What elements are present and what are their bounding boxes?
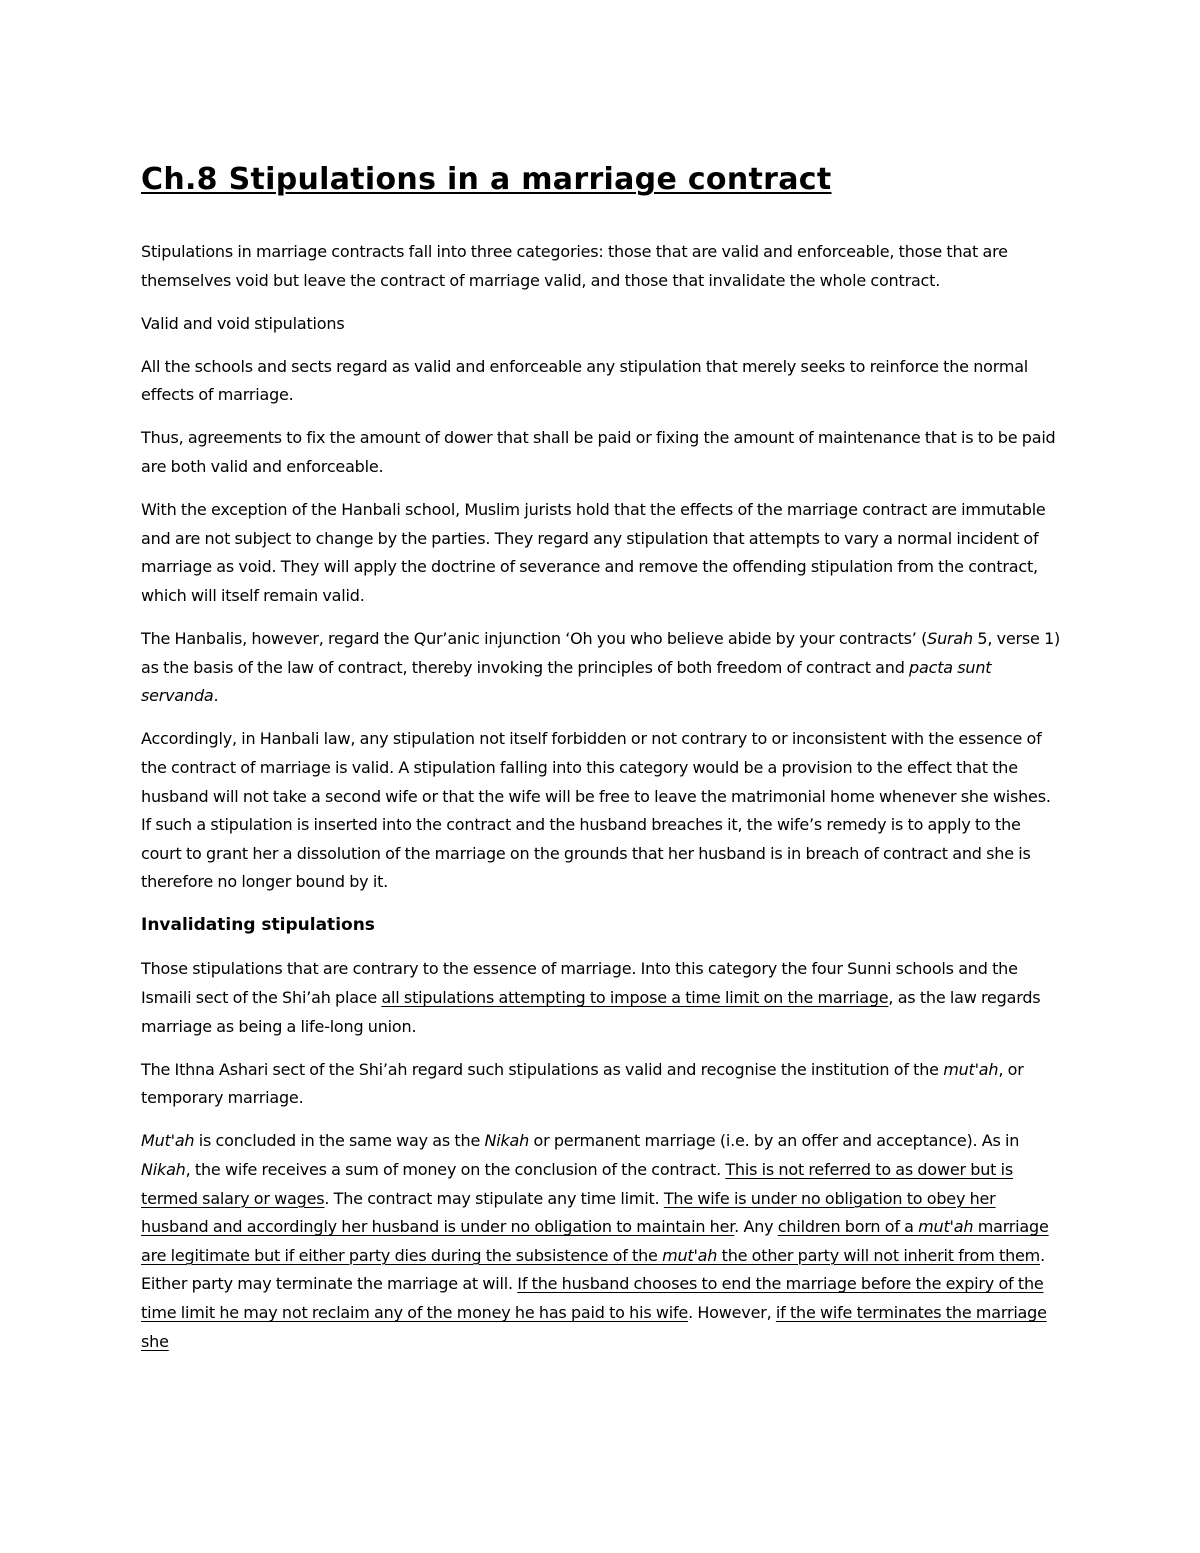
paragraph-valid-enforceable: All the schools and sects regard as valid and enforceable any stipulation that merely seeks to reinforce the normal effects of marriage. [141, 356, 1029, 405]
text-run: . Any [734, 1217, 778, 1237]
paragraph-ithna-ashari [141, 1056, 1061, 1113]
text-run: . However, [688, 1302, 776, 1322]
italic-mutah: mut'ah [943, 1059, 999, 1079]
text-run: , as the law regards marriage as being a life-long union. [141, 987, 1041, 1036]
text-run: is concluded in the same way as the [194, 1131, 485, 1151]
underlined-text: if the wife terminates the marriage she [141, 1302, 1047, 1351]
intro-paragraph: Stipulations in marriage contracts fall into three categories: those that are valid and enforceable, those that are themselves void but leave the contract of marriage valid, and those that invalidate the whole contract. [141, 242, 1008, 290]
italic-mutah: mut'ah [662, 1245, 718, 1265]
text-run: marriage are legitimate but if either party dies during the subsistence of the [141, 1217, 1049, 1265]
paragraph-mutah-concluded [141, 1127, 1061, 1356]
paragraph-hanbali-exception: With the exception of the Hanbali school, Muslim jurists hold that the effects of the marriage contract are immutable and are not subject to change by the parties. They regard any stipulation that attempts to vary a normal incident of marriage as void. They will apply the doctrine of severance and remove the offending stipulation from the contract, which will itself remain valid. [141, 500, 1046, 605]
italic-mutah: Mut'ah [141, 1131, 195, 1151]
underlined-text: all stipulations attempting to impose a time limit on the marriage [381, 987, 889, 1007]
section-heading-invalidating: Invalidating stipulations [141, 915, 375, 936]
paragraph-dower-maintenance: Thus, agreements to fix the amount of dower that shall be paid or fixing the amount of maintenance that is to be paid are both valid and enforceable. [141, 428, 1056, 477]
paragraph-hanbali-quranic [141, 625, 1061, 711]
document-page [141, 160, 1061, 1371]
text-run: Those stipulations that are contrary to the essence of marriage. Into this category the four Sunni schools and the Ismaili sect of the Shi’ah place [141, 959, 1018, 1007]
text-run: The Ithna Ashari sect of the Shi’ah regard such stipulations as valid and recognise the institution of the [141, 1059, 944, 1079]
text-run: the other party will not inherit from them [717, 1245, 1041, 1265]
section-heading-valid-void: Valid and void stipulations [141, 313, 345, 333]
paragraph-hanbali-law: Accordingly, in Hanbali law, any stipulation not itself forbidden or not contrary to or inconsistent with the essence of the contract of marriage is valid. A stipulation falling into this category would be a provision to the effect that the husband will not take a second wife or that the wife will be free to leave the matrimonial home whenever she wishes. If such a stipulation is inserted into the contract and the husband breaches it, the wife’s remedy is to apply to the court to grant her a dissolution of the marriage on the grounds that her husband is in breach of contract and she is therefore no longer bound by it. [141, 729, 1051, 892]
page-title: Ch.8 Stipulations in a marriage contract [141, 162, 832, 197]
underlined-text: This is not referred to as dower but is termed salary or wages [141, 1159, 1014, 1208]
italic-surah: Surah [927, 629, 973, 649]
text-run: or permanent marriage (i.e. by an offer and acceptance). As in [529, 1131, 1020, 1151]
text-run: . [213, 686, 219, 706]
underlined-text: The wife is under no obligation to obey her husband and accordingly her husband is under no obligation to maintain her [141, 1188, 996, 1237]
text-run: , the wife receives a sum of money on the conclusion of the contract. [185, 1159, 726, 1179]
italic-nikah: Nikah [141, 1159, 186, 1179]
text-run: The Hanbalis, however, regard the Qur’anic injunction ‘Oh you who believe abide by your contracts’ ( [141, 629, 928, 649]
text-run: , or temporary marriage. [141, 1059, 1024, 1108]
text-run: 5, verse 1) as the basis of the law of contract, thereby invoking the principles of both freedom of contract and [141, 629, 1061, 677]
text-run: . The contract may stipulate any time limit. [324, 1188, 664, 1208]
italic-mutah: mut'ah [918, 1217, 974, 1237]
italic-nikah: Nikah [484, 1131, 530, 1151]
underlined-text: If the husband chooses to end the marriage before the expiry of the time limit he may not reclaim any of the money he has paid to his wife [141, 1274, 1044, 1322]
italic-pacta: pacta sunt servanda [141, 657, 992, 706]
text-run: . Either party may terminate the marriage at will. [141, 1245, 1045, 1294]
paragraph-contrary-essence [141, 955, 1061, 1041]
text-run: children born of a [777, 1217, 919, 1237]
